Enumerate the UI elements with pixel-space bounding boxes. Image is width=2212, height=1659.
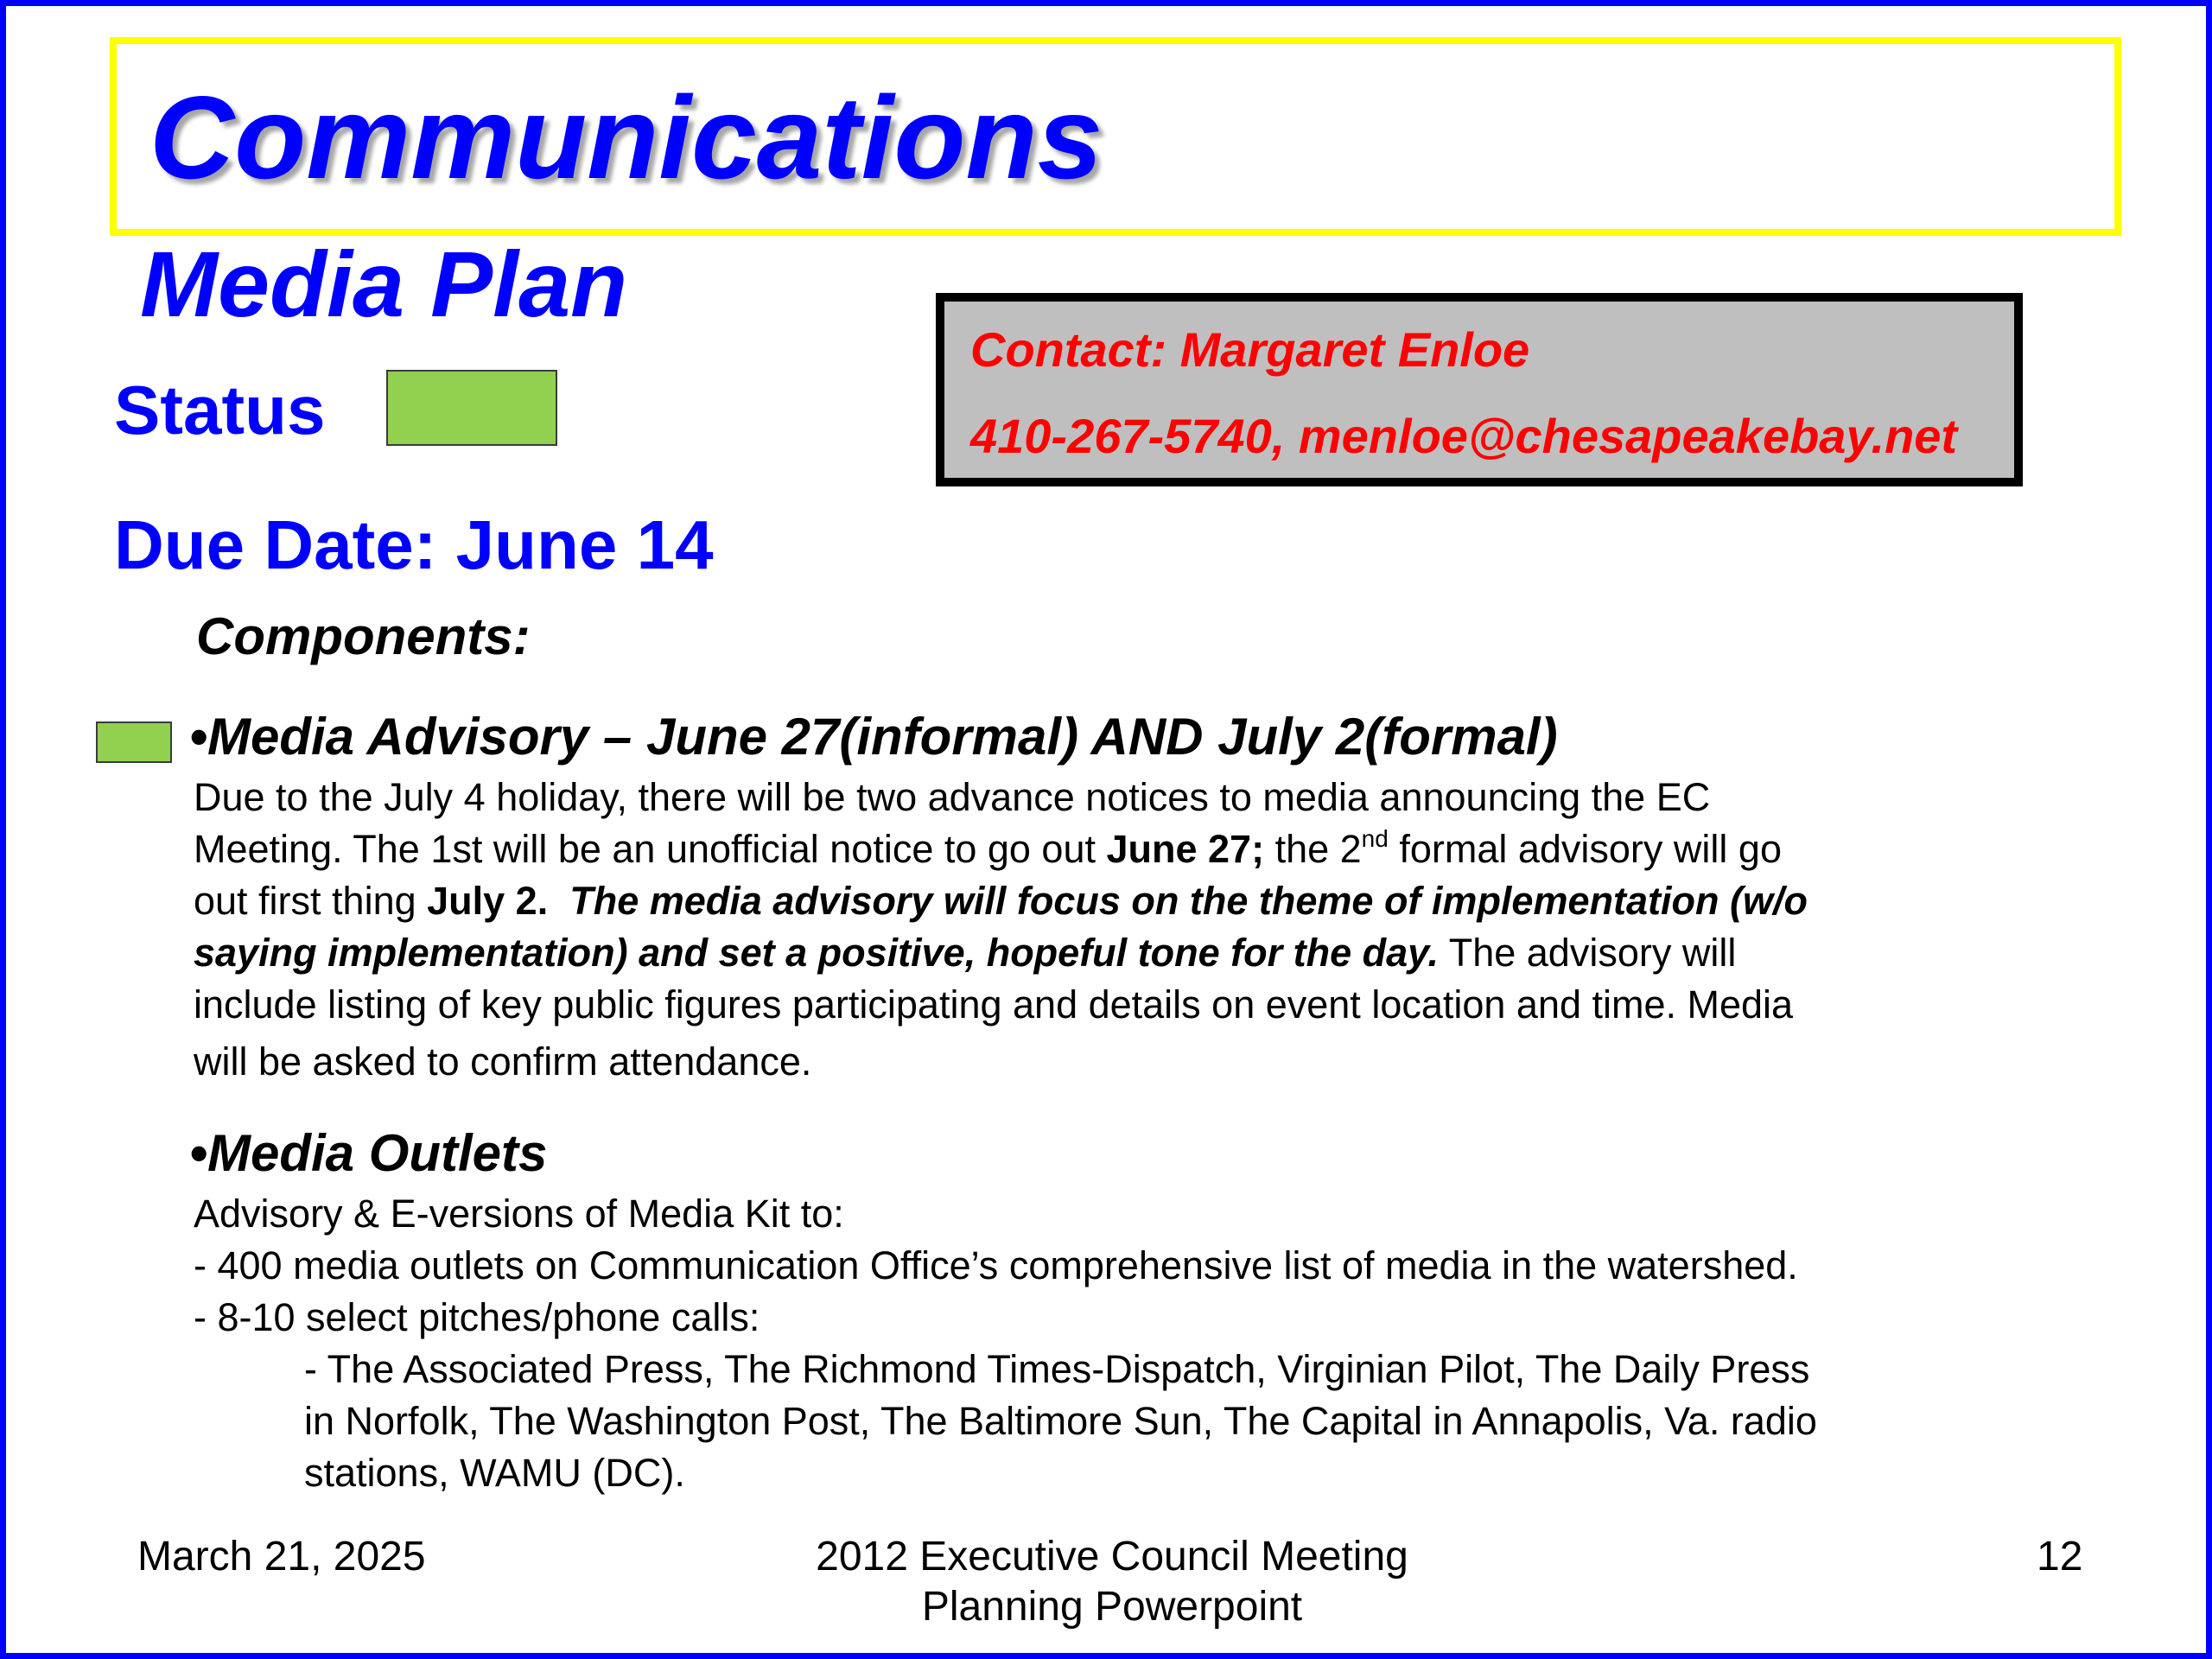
text-run: saying implementation) and set a positive, hopeful tone for the day. bbox=[194, 931, 1440, 975]
text-run: The media advisory will focus on the theme of implementation (w/o bbox=[569, 879, 1808, 923]
advisory-line: include listing of key public figures participating and details on event location and time. Media bbox=[194, 982, 1794, 1027]
advisory-status-indicator bbox=[96, 721, 172, 763]
text-run: nd bbox=[1361, 825, 1389, 852]
text-run bbox=[548, 879, 569, 923]
outlets-sub-line: - The Associated Press, The Richmond Times-Dispatch, Virginian Pilot, The Daily Press bbox=[304, 1347, 1810, 1391]
text-run: out first thing bbox=[194, 879, 428, 923]
slide-subtitle: Media Plan bbox=[140, 232, 628, 336]
media-outlets-heading: •Media Outlets bbox=[189, 1124, 548, 1182]
footer-title bbox=[766, 1532, 1458, 1632]
media-outlets-body bbox=[194, 1188, 2025, 1499]
advisory-line bbox=[194, 875, 2025, 927]
outlets-line: - 400 media outlets on Communication Office’s comprehensive list of media in the watershed. bbox=[194, 1243, 1798, 1287]
outlets-sub-line: in Norfolk, The Washington Post, The Baltimore Sun, The Capital in Annapolis, Va. radio bbox=[304, 1399, 1817, 1443]
text-run: Meeting. The 1st will be an unofficial notice to go out bbox=[194, 827, 1107, 871]
contact-info: 410-267-5740, menloe@chesapeakebay.net bbox=[970, 409, 1958, 463]
media-advisory-heading: •Media Advisory – June 27(informal) AND July 2(formal) bbox=[189, 708, 1558, 766]
outlets-sub-line: stations, WAMU (DC). bbox=[304, 1451, 685, 1495]
media-advisory-body bbox=[194, 772, 2025, 1088]
advisory-line: will be asked to confirm attendance. bbox=[194, 1039, 812, 1084]
due-date: Due Date: June 14 bbox=[114, 506, 714, 583]
slide-title: Communications bbox=[149, 72, 1103, 203]
text-run: the 2 bbox=[1264, 827, 1362, 871]
status-label: Status bbox=[114, 372, 326, 448]
advisory-line bbox=[194, 823, 2025, 875]
advisory-line: Due to the July 4 holiday, there will be two advance notices to media announcing the EC bbox=[194, 775, 1711, 819]
text-run: formal advisory will go bbox=[1388, 827, 1782, 871]
components-label: Components: bbox=[196, 607, 531, 665]
footer-title-line: 2012 Executive Council Meeting bbox=[816, 1534, 1408, 1580]
text-run: The advisory will bbox=[1439, 931, 1737, 975]
advisory-line bbox=[194, 927, 2025, 979]
text-run: July 2. bbox=[427, 879, 549, 923]
outlets-line: Advisory & E-versions of Media Kit to: bbox=[194, 1192, 844, 1236]
contact-box bbox=[936, 293, 2023, 486]
status-indicator bbox=[386, 370, 557, 446]
outlets-line: - 8-10 select pitches/phone calls: bbox=[194, 1295, 760, 1339]
footer-title-line: Planning Powerpoint bbox=[921, 1584, 1303, 1630]
contact-name: Contact: Margaret Enloe bbox=[970, 322, 1530, 377]
title-box bbox=[110, 37, 2121, 236]
footer-date: March 21, 2025 bbox=[137, 1534, 426, 1580]
page-number: 12 bbox=[2037, 1534, 2083, 1580]
text-run: June 27; bbox=[1106, 827, 1265, 871]
